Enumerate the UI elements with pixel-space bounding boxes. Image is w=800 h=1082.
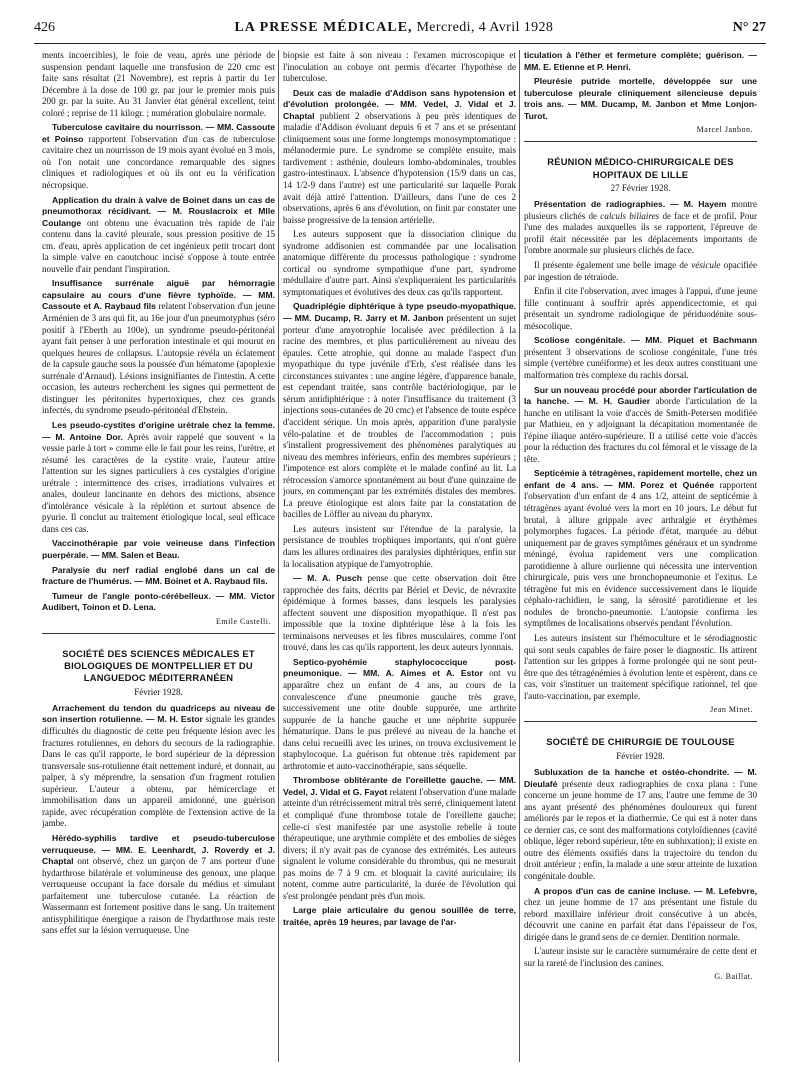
section-title: RÉUNION MÉDICO-CHIRURGICALE DES HOPITAUX DE LILLE [547,156,734,180]
paragraph: Les auteurs insistent sur l'étendue de la paralysie, la persistance de troubles trophiques importants, qui n'ont guère dans les allures ordinaires des paralysies diphtériques, enfin sur la localisation atypique de l'amyotrophie. [283,523,516,569]
paragraph [42,538,275,561]
article-body: montre plusieurs clichés de [524,199,757,221]
section-rule [42,633,275,634]
section-rule [524,141,757,142]
article-title: — M. A. Pusch [293,573,362,584]
paragraph: Enfin il cite l'observation, avec images à l'appui, d'une jeune fille continuant à souffrir après appendicectomie, et qui présentait un syndrome radiologique de périduodénite sous-mésocolique. [524,286,757,331]
issue-number: N° 27 [732,20,766,35]
paragraph [283,905,516,928]
issue-date: Mercredi, 4 Avril 1928 [412,20,554,35]
article-title: Arrachement du tendon du quadriceps au niveau de son insertion rotulienne. — M. H. Estor [42,702,275,725]
journal-title [234,20,553,36]
paragraph [42,195,275,276]
paragraph [524,50,757,73]
article-title: Septico-pyohémie staphylococcique post-pneumonique. — MM. A. Aimes et A. Estor [283,656,516,679]
article-body: signale les grandes difficultés du diagnostic de cette peu fréquente lésion avec les fractures rotuliennes, en dehors du secours de la radiographie. Dans le cas qu'il rapporte, le bord supérieur de la dépression transversale sus-rotulienne était nettement induré, et donnait, au palper, à s'y méprendre, la sensation d'un fragment rotulien supérieur. L'auteur a obtenu, par hémicerclage et immobilisation dans un appareil amidonné, une guérison rapide, avec récupération complète de l'extension active de la jambe. [42,714,275,829]
paragraph [524,385,757,466]
paragraph [42,420,275,535]
section-title: SOCIÉTÉ DES SCIENCES MÉDICALES ET BIOLOGIQUES DE MONTPELLIER ET DU LANGUEDOC MÉDITERRANÉEN [62,647,255,684]
section-date: Février 1928. [616,750,665,761]
section-title: SOCIÉTÉ DE CHIRURGIE DE TOULOUSE [546,736,735,748]
emphasis: calculs biliaires [600,210,660,221]
author-signature: Jean Minet. [710,705,753,715]
author-signature: G. Baillat. [714,972,753,982]
paragraph: ments incoercibles), le foie de veau, après une période de suspension pendant laquelle une transfusion de 220 cmc est faite sans résultat (21 Novembre), est repris à partir du 1er Décembre à la dose de 100 gr. par jour le premier mois puis 200 gr. par la suite. Au 31 Janvier état général excellent, teint coloré ; reprise de 11 kilogr. ; numération globulaire normale. [42,50,275,118]
column-2 [283,50,516,1068]
section-rule [524,721,757,722]
article-title: Paralysie du nerf radial englobé dans un cal de fracture de l'humérus. — MM. Boinet et A. Raybaud fils. [42,564,275,587]
article-title: Deux cas de maladie d'Addison sans hypotension et d'évolution prolongée. — MM. Vedel, J. Vidal et J. Chaptal [283,87,516,121]
paragraph: biopsie est faite à son niveau : l'examen microscopique et l'inoculation au cobaye ont permis d'écarter l'hypothèse de tuberculose. [283,50,516,84]
article-body: ont obtenu une évacuation très rapide de l'air contenu dans la cavité pleurale, sous pression positive de 15 cm. d'eau, après application de cet ingénieux petit trocart dont la simple valve en caoutchouc incisé s'oppose à toute entrée nouvelle d'air pendant l'inspiration. [42,217,275,274]
journal-name: LA PRESSE MÉDICALE, [234,20,413,35]
article-body: ont vu apparaître chez un enfant de 4 ans, au cours de la convalescence d'une pneumonie gauche très grave, successivement une otite double suppurée, une arthrite suppurée de la hanche gauche et une néphrite suppurée hématurique. Dans le pus prélevé au niveau de la hanche et dans celui recueilli avec les urines, on trouva exclusivement le staphylocoque. La guérison fut obtenue très rapidement par arthrotomie et auto-vaccinothérapie, sans séquelle. [283,668,516,771]
article-body: pense que cette observation doit être rapprochée des faits, décrits par Bériel et Devic, de névraxite épidémique à formes basses, dans lesquels les paralysies affectent souvent une disposition myopathique. Il n'est pas impossible que la toxine diphtérique lèse à la fois les terminaisons nerveuses et les fibres musculaires, comme l'ont trouvé, dans les cas qu'ils rapportent, les deux auteurs lyonnais. [283,573,516,653]
article-body: ont observé, chez un garçon de 7 ans porteur d'une hydarthrose bilatérale et volumineuse des genoux, une plaque verruqueuse occupant la face dorsale du médius et simulant parfaitement une tuberculose cutanée. La réaction de Wassermann est fortement positive dans le sang. Un traitement antisyphilitique énergique a raison de l'hydarthrose mais reste sans effet sur la lésion verruqueuse. Une [42,856,275,936]
paragraph: L'auteur insiste sur le caractère surnuméraire de cette dent et sur la rareté de l'inclusion des canines. [524,946,757,968]
paragraph [524,76,757,122]
paragraph [42,565,275,588]
paragraph [42,122,275,191]
page-number: 426 [34,20,55,35]
article-body: présentent 3 observations de scoliose congénitale, l'une très simple (vertèbre cunéiforme) et les deux autres constituant une malformation très complexe du rachis dorsal. [524,346,757,380]
paragraph [42,591,275,614]
article-body: chez un jeune homme de 17 ans présentant une fistule du rebord maxillaire inférieur droit consécutive à un abcès, découvrit une canine en parfait état dans l'épaisseur de l'os, dirigée dans le grand sens de ce dernier. Dentition normale. [524,897,757,942]
paragraph [524,335,757,381]
paragraph [524,260,757,283]
emphasis: vésicule [691,260,721,271]
paragraph [524,468,757,630]
article-title: Quadriplégie diphtérique à type pseudo-myopathique. — MM. Ducamp, R. Jarry et M. Janbon [283,301,516,324]
article-title: Insuffisance surrénale aiguë par hémorragie capsulaire au cours d'une fièvre typhoïde. — MM. Cassoute et A. Raybaud fils [42,278,275,312]
paragraph [283,573,516,654]
article-title: Subluxation de la hanche et ostéo-chondrite. — M. Dieulafé [524,767,757,789]
article-body: rapportent l'observation d'un enfant de 4 ans 1/2, atteint de septicémie à tétragènes ayant évolué vers la mort en 10 jours. Le début fut brutal, à allure grippale avec arthralgie et érythèmes polymorphes fugaces. La période d'état, marquée au début uniquement par de graves symptômes généraux et un syndrome méningé, évolua rapidement vers une complication parotidienne à allure ourlienne qui nécessita une intervention chirurgicale, puis vers une bronchopneumonie et l'exitus. Le tétragène fut mis en évidence successivement dans le liquide céphalo-rachidien, le sang, la sérosité parotidienne et les nodules de broncho-pneumonie. L'autopsie confirma les symptômes de localisations observés pendant l'évolution. [524,479,757,629]
header-rule [34,43,766,44]
article-body: présentent un sujet porteur d'une amyotrophie localisée avec prédilection à la racine des membres, et plus particulièrement au niveau des épaules. Cette atrophie, qui donne au malade l'aspect d'un myopathique du type juvénile d'Erb, s'est réalisée dans les circonstances suivantes : une angine légère, d'apparence banale, est cependant traitée, sans contrôle bactériologique, par le sérum antidiphtérique : à noter l'insuffisance du traitement (3 injections sous-cutanées de 20 cmc) et l'absence de toute espèce d'accident sérique. Un mois après, apparition d'une paralysie vélo-palatine et de troubles de l'accommodation ; puis s'installent progressivement des phénomènes paralytiques au niveau des membres inférieurs, enfin des membres supérieurs ; l'impotence est alors complète et le malade confiné au lit. La rétrocession s'amorce spontanément au bout d'une quinzaine de jours, en commençant par les extrémités distales des membres. La preuve étiologique est alors faite par la constatation de bacilles de Löffler au niveau du pharynx. [283,313,516,520]
article-title: Large plaie articulaire du genou souillée de terre, traitée, après 19 heures, par lavage de l'ar- [283,905,516,927]
paragraph [283,657,516,772]
article-title: A propos d'un cas de canine incluse. — M. Lefebvre, [534,885,757,896]
article-body: relatent l'observation d'une malade atteinte d'un rétrécissement mitral très serré, cliniquement latent et compliqué d'une thrombose totale de l'oreillette gauche; celle-ci s'est manifestée par une asystolie rebelle à toute thérapeutique, une arythmie complète et des embolies de sièges divers; il n'y avait pas de cyanose des extrémités. Les auteurs signalent le volume considérable du thrombus, qui ne mesurait pas moins de 7 à 9 cm. et bloquait la cavité auriculaire; ils notent, comme autre particularité, la durée de l'évolution qui s'est prolongée pendant près d'un mois. [283,786,516,901]
article-title: Septicémie à tétragènes, rapidement mortelle, chez un enfant de 4 ans. — MM. Porez et Quénée [524,468,757,490]
paragraph [283,301,516,520]
article-title: Scoliose congénitale. — MM. Piquet et Bachmann [534,335,757,346]
column-separator [519,50,520,1062]
article-title: Présentation de radiographies. — M. Hayem [534,199,727,210]
article-body: aborde l'articulation de la hanche en utilisant la voie d'accès de Smith-Petersen modifiée par Mathieu, en y adjoignant la décapitation momentanée de l'épine iliaque antéro-supérieure. Il a utilisé cette voie d'accès pour la réduction des fractures du col fémoral et le vissage de la tête. [524,396,757,464]
article-body: présente deux radiographies de coxa plana : l'une concerne un jeune homme de 17 ans, l'autre une femme de 30 ans ayant présenté des phénomènes douloureux qui furent améliorés par le repos et la diathermie. Ce qui est à noter dans ce dernier cas, ce sont des malformations cotyloïdiennes (cavité oblique, léger rebord supérieur, tête en subluxation); il existe en outre des éléments ossifiés dans la trajectoire du tendon du droit antérieur ; enfin, la malade a une sœur atteinte de luxation congénitale double. [524,778,757,881]
article-body: Après avoir rappelé que souvent « la vessie parle à tort » comme elle le fait pour les reins, l'urètre, et résumé les caractères de la cystite vraie, l'auteur attire l'attention sur les signes particuliers à ces cystalgies d'origine urétrale : intermittence des crises, irradiations vulvaires et anales, douleur lancinante en dehors des mictions, absence d'intolérance vésicale à la réplétion et surtout absence de pyurie. Il conclut au traitement étiologique local, seul efficace dans ces cas. [42,431,275,534]
article-body: Il présente également une belle image de [534,260,692,271]
article-title: Thrombose oblitérante de l'oreillette gauche. — MM. Vedel, J. Vidal et G. Fayot [283,775,516,797]
paragraph [524,886,757,944]
page-header [34,20,766,42]
column-separator [278,50,279,1062]
paragraph [524,199,757,257]
article-title: Application du drain à valve de Boinet dans un cas de pneumothorax récidivant. — M. Rouslacroix et Mlle Coulange [42,194,275,228]
paragraph [283,88,516,227]
column-3 [524,50,757,1068]
paragraph: Les auteurs supposent que la dissociation clinique du syndrome addisonien est commandée par une localisation anatomique différente du processus pathologique : syndrome cortical ou syndrome sympathique d'une part, syndrome médullaire d'autre part. Ainsi s'expliqueraient les particularités symptomatiques et évolutives des deux cas qu'ils rapportent. [283,229,516,297]
paragraph [524,767,757,882]
section-date: Février 1928. [134,686,183,697]
paragraph [42,833,275,937]
paragraph [283,775,516,902]
article-title: Pleurésie putride mortelle, développée sur une tuberculose pleurale cliniquement silencieuse depuis trois ans. — MM. Ducamp, M. Janbon et Mme Lonjon-Turot. [524,76,757,121]
article-title: Tuberculose cavitaire du nourrisson. — MM. Cassoute et Poinso [42,122,275,144]
section-date: 27 Février 1928. [610,182,671,193]
article-title: Sur un nouveau procédé pour aborder l'articulation de la hanche. — M. H. Gaudier [524,384,757,407]
article-title: Hérédo-syphilis tardive et pseudo-tuberculose verruqueuse. — MM. E. Leenhardt, J. Roverdy et J. Chaptal [42,832,275,867]
article-body: opacifiée par ingestion de tétraïode. [524,260,757,282]
paragraph [42,278,275,417]
article-body: relatent l'observation d'un jeune Arménien de 3 ans qui fit, au 16e jour d'un pneumotyphus (séro positif à l'Eberth au 100e), un syndrome pseudo-péritonéal ayant fait penser à une perforation intestinale et qui mourut en quelques heures de collapsus. L'autopsie révéla un éclatement de la capsule gauche sous la poussée d'un hématome (apoplexie surrénale d'Arnaud). Lésions insignifiantes de l'intestin. A cette occasion, les auteurs recherchent les signes qui permettent de distinguer les péritonites hypertoxiques, chez ces grands infectés, du syndrome pseudo-péritonéal d'Ebstein. [42,301,275,416]
column-1 [42,50,275,1068]
article-body: publient 2 observations à peu près identiques de maladie d'Addison évoluant depuis 6 et 7 ans et se présentant cliniquement sous une forme longtemps monosymptomatique : mélanodermie pure. Le syndrome se complète ensuite, mais tardivement : asthénie, douleurs lombo-abdominales, troubles gastro-intestinaux. L'absence d'hypotension (15/9 dans un cas, 14 1/2-9 dans l'autre) est une particularité sur laquelle Porak avait déjà attiré l'attention. D'ailleurs, dans l'une de ces 2 observations, après 6 ans d'évolution, on finit par constater une baisse progressive de la tension artérielle. [283,110,516,225]
article-title: Vaccinothérapie par voie veineuse dans l'infection puerpérale. — MM. Salen et Beau. [42,538,275,560]
article-title: Les pseudo-cystites d'origine urétrale chez la femme. — M. Antoine Dor. [42,419,275,442]
author-signature: Marcel Janbon. [696,125,753,135]
article-title: Tumeur de l'angle ponto-cérébelleux. — MM. Victor Audibert, Toinon et D. Lena. [42,590,275,613]
paragraph: Les auteurs insistent sur l'hémoculture et le sérodiagnostic qui sont seuls capables de faire poser le diagnostic. Ils attirent l'attention sur les grippes à forme prolongée qui ne sont peut-être que des tétragénémies à évolution lente et espèrent, dans ce cas, voir s'instituer un traitement spécifique rationnel, tel que l'auto-vaccination, par exemple. [524,632,757,701]
paragraph [42,703,275,830]
article-body: rapportent l'observation d'un cas de tuberculose cavitaire chez un nourrisson de 19 mois ayant évolué en 3 mois, où l'on notait une concordance remarquable des signes cliniques et radiologiques et où ils ont eu la vérification nécropsique. [42,133,275,191]
author-signature: Emile Castelli. [215,616,271,626]
article-title: ticulation à l'éther et fermeture complète; guérison. — MM. E. Etienne et P. Henri. [524,50,757,72]
article-body: de face et de profil. Pour l'une des malades auxquelles ils se rapportent, l'épreuve de profil était nécessitée par les déplacements importants de l'ombre anormale sur plusieurs clichés de face. [524,210,757,256]
